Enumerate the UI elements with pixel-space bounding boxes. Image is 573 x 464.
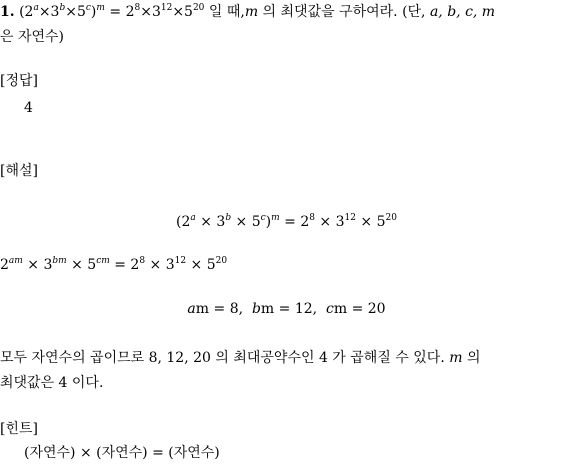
equation-2: $2^{am} \times 3^{bm} \times 5^{cm} = 2^8 \times 3^{12} \times 5^{20}$ — [0, 256, 228, 273]
equation-3: am = 8, bm = 12, cm = 20 — [187, 301, 386, 317]
explanation-header: [해설] — [0, 163, 38, 179]
explanation-paragraph-line-1: 모두 자연수의 곱이므로 8, 12, 20 의 최대공약수인 4 가 곱해질 수 있다. m 의 — [0, 350, 481, 366]
equation-1: $(2^a \times 3^b \times 5^c)^m = 2^8 \times 3^{12} \times 5^{20}$ — [176, 213, 397, 230]
problem-number: 1. — [0, 4, 15, 20]
problem-line-2: 은 자연수) — [0, 29, 65, 45]
problem-text-1: 일 때, — [208, 4, 245, 20]
hint-header: [힌트] — [0, 421, 38, 437]
explanation-paragraph-line-2: 최댓값은 4 이다. — [0, 375, 104, 391]
problem-text-2: 의 최댓값을 구하여라. (단, — [262, 4, 426, 20]
problem-var-m: m — [244, 4, 259, 20]
answer-header: [정답] — [0, 73, 38, 89]
problem-var-list: a, b, c, m — [429, 4, 496, 20]
hint-text: (자연수) × (자연수) = (자연수) — [24, 445, 220, 461]
answer-value: 4 — [24, 100, 33, 116]
problem-statement — [0, 3, 495, 21]
problem-expression: $(2^a\times 3^b\times 5^c)^m = 2^8\times 3^{12}\times 5^{20}$ — [19, 3, 205, 20]
